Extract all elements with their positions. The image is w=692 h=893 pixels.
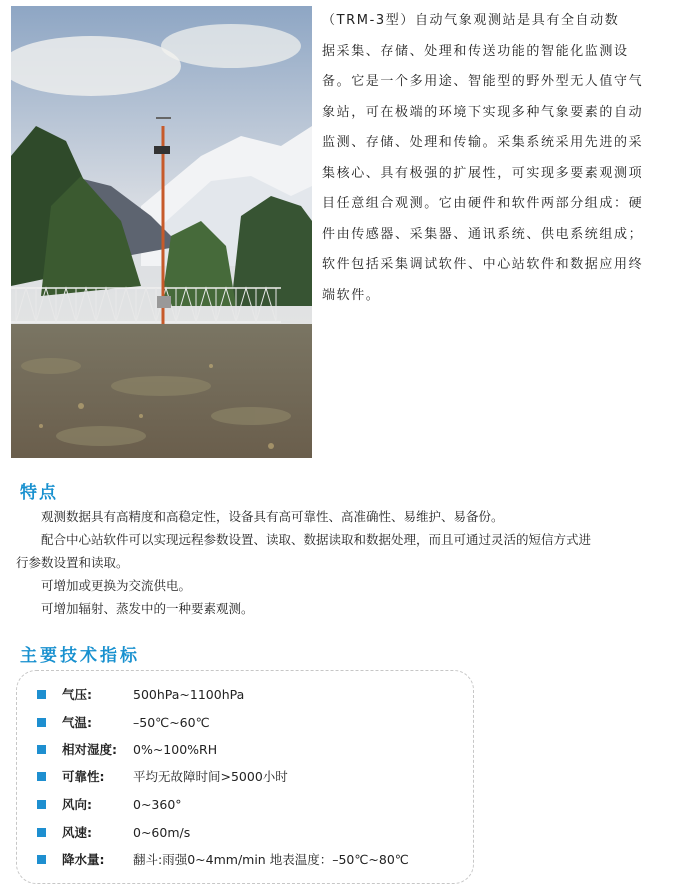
intro-line: 集核心、具有极强的扩展性，可实现多要素观测项	[322, 165, 644, 181]
square-bullet-icon	[37, 690, 46, 699]
spec-row-reliability	[37, 765, 288, 787]
spec-label: 风速:	[62, 825, 92, 840]
square-bullet-icon	[37, 855, 46, 864]
spec-value: 0~60m/s	[133, 824, 191, 840]
intro-line: 象站，可在极端的环境下实现多种气象要素的自动	[322, 104, 644, 120]
intro-line: （TRM-3型）自动气象观测站是具有全自动数	[322, 13, 620, 28]
intro-line: 监测、存储、处理和传输。采集系统采用先进的采	[322, 135, 644, 150]
specs-box	[16, 670, 474, 884]
spec-value: 翻斗:雨强0~4mm/min 地表温度：–50℃~80℃	[133, 852, 409, 867]
square-bullet-icon	[37, 745, 46, 754]
spec-row-wind-speed	[37, 821, 190, 843]
spec-row-pressure	[37, 683, 244, 705]
spec-row-wind-direction	[37, 793, 182, 815]
square-bullet-icon	[37, 772, 46, 781]
intro-line: 备。它是一个多用途、智能型的野外型无人值守气	[322, 74, 644, 89]
spec-row-temperature	[37, 711, 210, 733]
spec-value: 0%~100%RH	[133, 741, 218, 757]
feature-line: 配合中心站软件可以实现远程参数设置、读取、数据读取和数据处理，而且可通过灵活的短信方式进	[16, 532, 592, 547]
intro-line: 目任意组合观测。它由硬件和软件两部分组成：硬	[322, 196, 644, 211]
feature-line: 可增加或更换为交流供电。	[16, 578, 192, 593]
spec-label: 气温:	[62, 715, 92, 730]
square-bullet-icon	[37, 718, 46, 727]
intro-line: 端软件。	[322, 287, 381, 303]
spec-value: 平均无故障时间>5000小时	[133, 769, 288, 784]
spec-value: 0~360°	[133, 796, 182, 812]
intro-line: 据采集、存储、处理和传送功能的智能化监测设	[322, 43, 629, 59]
spec-value: –50℃~60℃	[133, 714, 210, 730]
spec-label: 相对湿度:	[62, 742, 117, 757]
feature-line: 观测数据具有高精度和高稳定性，设备具有高可靠性、高准确性、易维护、易备份。	[16, 509, 504, 524]
spec-value: 500hPa~1100hPa	[133, 686, 245, 702]
spec-label: 风向:	[62, 797, 92, 812]
spec-label: 可靠性:	[62, 769, 105, 784]
weather-station-photo	[11, 6, 312, 458]
features-heading: 特点	[20, 483, 58, 503]
specs-heading: 主要技术指标	[20, 646, 140, 666]
feature-line: 可增加辐射、蒸发中的一种要素观测。	[16, 601, 254, 616]
spec-label: 降水量:	[62, 852, 105, 867]
features-list	[16, 505, 688, 620]
weather-station-image	[11, 6, 312, 458]
spec-row-humidity	[37, 738, 217, 760]
intro-line: 件由传感器、采集器、通讯系统、供电系统组成；	[322, 226, 644, 242]
square-bullet-icon	[37, 828, 46, 837]
feature-line: 行参数设置和读取。	[16, 555, 129, 570]
intro-paragraph	[322, 6, 684, 311]
spec-label: 气压:	[62, 687, 92, 702]
square-bullet-icon	[37, 800, 46, 809]
spec-row-precipitation	[37, 848, 409, 870]
intro-line: 软件包括采集调试软件、中心站软件和数据应用终	[322, 257, 644, 272]
